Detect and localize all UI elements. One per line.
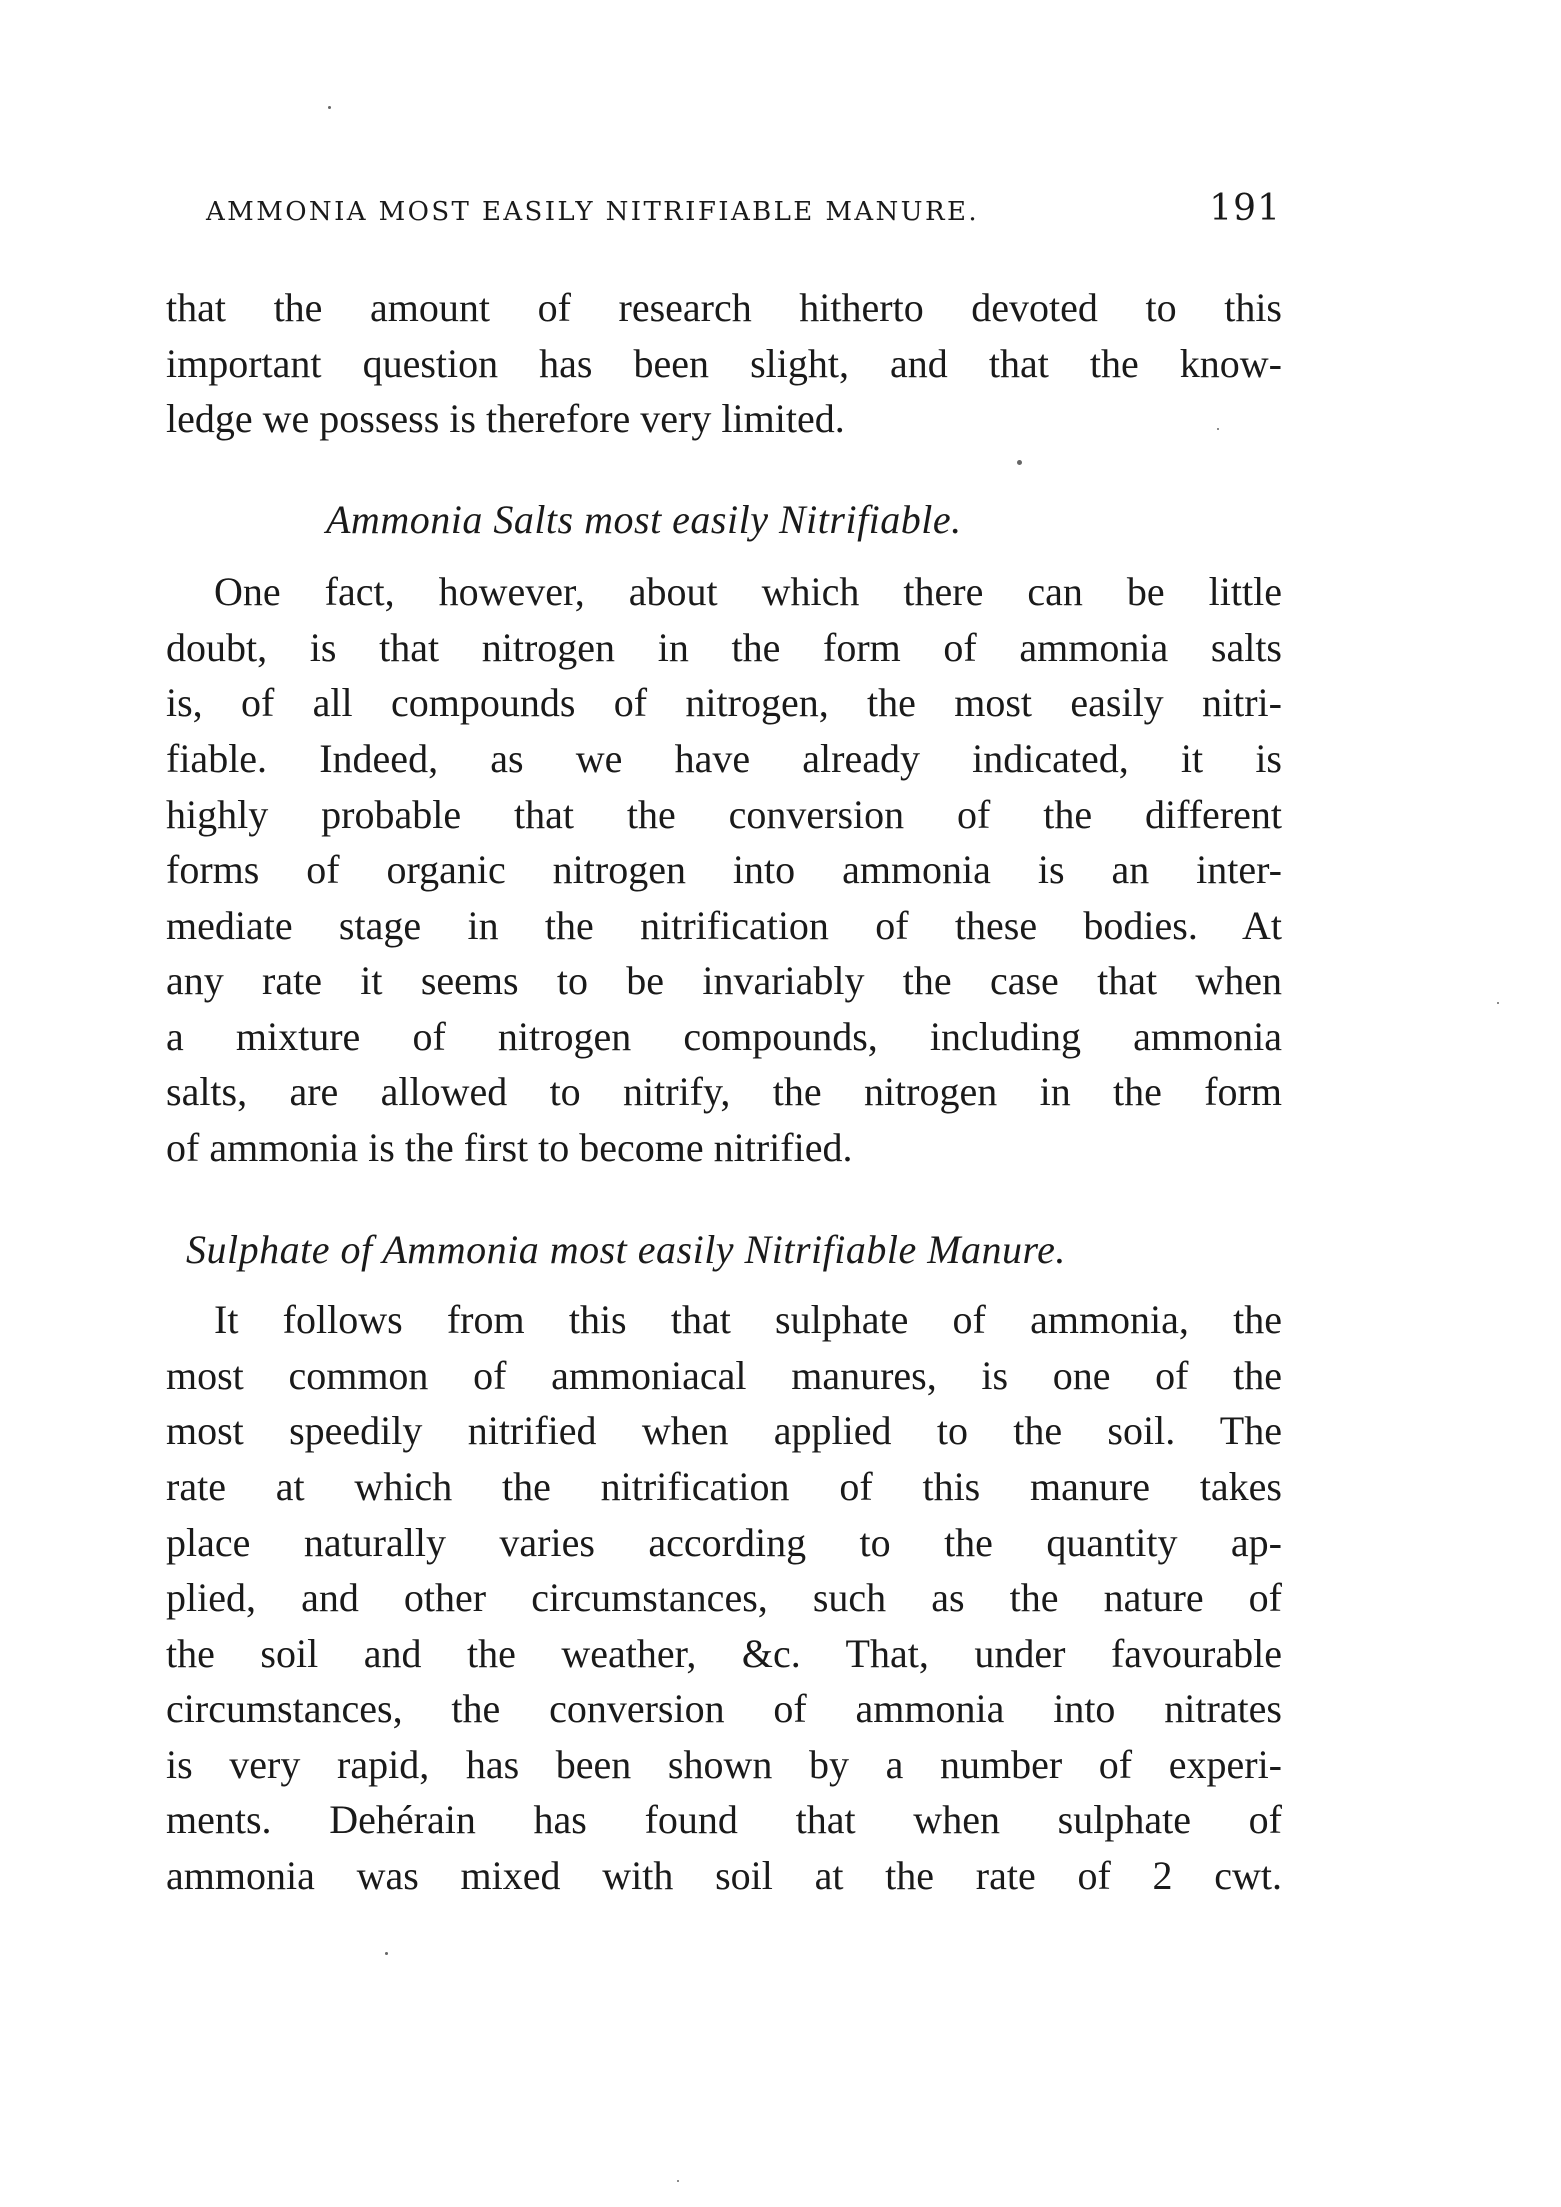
scan-speck <box>385 1952 388 1955</box>
section-heading: Ammonia Salts most easily Nitrifiable. <box>326 497 962 542</box>
text-line: plied, and other circumstances, such as the nature of <box>166 1575 1282 1620</box>
text-line: mediate stage in the nitrification of these bodies. At <box>166 903 1282 948</box>
text-line: It follows from this that sulphate of ammonia, the <box>214 1297 1282 1342</box>
text-line: most common of ammoniacal manures, is one of the <box>166 1353 1282 1398</box>
text-line: rate at which the nitrification of this manure takes <box>166 1464 1282 1509</box>
page-header <box>206 188 1281 238</box>
text-line: salts, are allowed to nitrify, the nitrogen in the form <box>166 1069 1282 1114</box>
text-line: highly probable that the conversion of the different <box>166 792 1282 837</box>
text-line: One fact, however, about which there can be little <box>214 569 1282 614</box>
scan-speck <box>677 2180 679 2182</box>
scan-speck <box>1497 1002 1499 1004</box>
text-line: place naturally varies according to the quantity ap- <box>166 1520 1282 1565</box>
text-line: circumstances, the conversion of ammonia into nitrates <box>166 1686 1282 1731</box>
text-line: doubt, is that nitrogen in the form of ammonia salts <box>166 625 1282 670</box>
text-line: the soil and the weather, &c. That, under favourable <box>166 1631 1282 1676</box>
text-line: any rate it seems to be invariably the case that when <box>166 958 1282 1003</box>
text-line: is very rapid, has been shown by a number of experi- <box>166 1742 1282 1787</box>
text-line: of ammonia is the first to become nitrified. <box>166 1125 853 1170</box>
text-line: most speedily nitrified when applied to the soil. The <box>166 1408 1282 1453</box>
section-heading: Sulphate of Ammonia most easily Nitrifiable Manure. <box>186 1227 1066 1272</box>
text-line: ammonia was mixed with soil at the rate of 2 cwt. <box>166 1853 1282 1898</box>
text-line: a mixture of nitrogen compounds, including ammonia <box>166 1014 1282 1059</box>
text-line: important question has been slight, and that the know- <box>166 341 1282 386</box>
scan-speck <box>1017 460 1022 465</box>
text-line: fiable. Indeed, as we have already indicated, it is <box>166 736 1282 781</box>
text-line: ledge we possess is therefore very limited. <box>166 396 845 441</box>
running-title: AMMONIA MOST EASILY NITRIFIABLE MANURE. <box>206 197 980 227</box>
text-line: that the amount of research hitherto devoted to this <box>166 285 1282 330</box>
page-number: 191 <box>1209 188 1281 229</box>
scan-speck <box>328 106 331 109</box>
text-line: is, of all compounds of nitrogen, the most easily nitri- <box>166 680 1282 725</box>
text-line: ments. Dehérain has found that when sulphate of <box>166 1797 1282 1842</box>
scan-speck <box>1217 428 1219 430</box>
text-line: forms of organic nitrogen into ammonia is an inter- <box>166 847 1282 892</box>
